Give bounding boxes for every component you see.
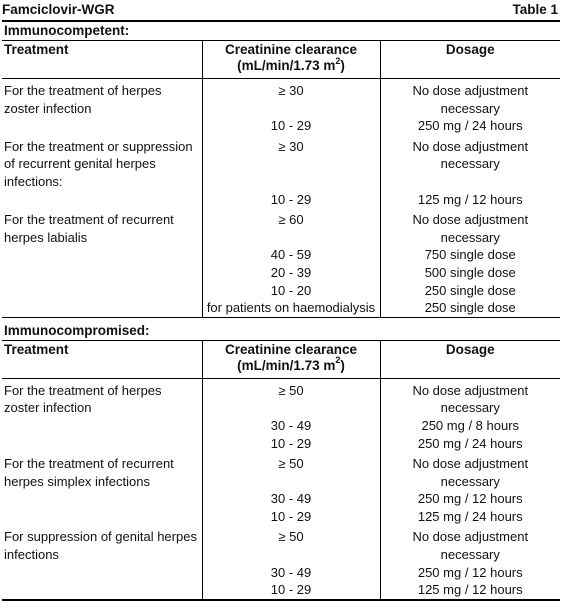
clearance-cell: ≥ 50 <box>202 525 380 563</box>
treatment-cell <box>2 417 202 435</box>
treatment-cell <box>2 246 202 264</box>
dosage-cell: 125 mg / 24 hours <box>380 508 560 526</box>
clearance-cell: 10 - 29 <box>202 435 380 453</box>
table-row <box>2 378 560 417</box>
dosage-cell: No dose adjustment necessary <box>380 208 560 246</box>
treatment-cell <box>2 508 202 526</box>
clearance-header-line1: Creatinine clearance <box>224 341 358 357</box>
table-row <box>2 246 560 264</box>
table-row <box>2 435 560 453</box>
dosage-cell: No dose adjustment necessary <box>380 79 560 118</box>
dosage-cell: 250 mg / 24 hours <box>380 435 560 453</box>
table-row <box>2 117 560 135</box>
section-title-immunocompromised: Immunocompromised: <box>2 322 560 341</box>
document-header <box>2 0 560 22</box>
table-header-row <box>2 341 560 379</box>
dosage-cell: 125 mg / 12 hours <box>380 191 560 209</box>
dosage-cell: 500 single dose <box>380 264 560 282</box>
column-header-clearance <box>202 341 380 379</box>
immunocompromised-table <box>2 341 560 601</box>
dosage-cell: No dose adjustment necessary <box>380 452 560 490</box>
drug-title: Famciclovir-WGR <box>2 2 115 18</box>
table-row <box>2 79 560 118</box>
treatment-cell <box>2 191 202 209</box>
table-row <box>2 525 560 563</box>
table-row <box>2 581 560 600</box>
dosage-cell: 250 single dose <box>380 299 560 317</box>
clearance-header-line2: (mL/min/1.73 m <box>237 357 336 373</box>
treatment-cell <box>2 282 202 300</box>
table-row <box>2 299 560 317</box>
treatment-cell: For the treatment or suppression of recurrent genital herpes infections: <box>4 138 193 189</box>
column-header-treatment: Treatment <box>2 41 202 79</box>
immunocompetent-rows <box>2 79 560 317</box>
treatment-cell: For the treatment of recurrent herpes simplex infections <box>4 456 174 489</box>
table-row <box>2 135 560 191</box>
immunocompetent-table <box>2 41 560 317</box>
dosage-cell: 250 mg / 12 hours <box>380 564 560 582</box>
dosage-cell: 250 mg / 8 hours <box>380 417 560 435</box>
treatment-cell: For the treatment of herpes zoster infection <box>4 382 162 416</box>
immunocompromised-rows <box>2 378 560 600</box>
treatment-cell <box>2 490 202 508</box>
clearance-cell: 10 - 29 <box>202 508 380 526</box>
dosage-cell: No dose adjustment necessary <box>380 135 560 191</box>
table-row <box>2 490 560 508</box>
clearance-cell: 30 - 49 <box>202 417 380 435</box>
table-header-row <box>2 41 560 79</box>
clearance-cell: ≥ 30 <box>202 79 380 118</box>
table-row <box>2 564 560 582</box>
treatment-cell <box>2 435 202 453</box>
clearance-cell: 20 - 39 <box>202 264 380 282</box>
dosage-cell: 250 single dose <box>380 282 560 300</box>
clearance-cell: ≥ 60 <box>202 208 380 246</box>
treatment-cell: For the treatment of herpes zoster infection <box>4 83 162 116</box>
dosage-cell: 250 mg / 24 hours <box>380 117 560 135</box>
clearance-cell: 10 - 29 <box>202 117 380 135</box>
section-title-immunocompetent: Immunocompetent: <box>2 22 560 41</box>
clearance-header-sup: 2 <box>335 55 341 66</box>
clearance-cell: 10 - 20 <box>202 282 380 300</box>
column-header-treatment: Treatment <box>2 341 202 379</box>
dosage-table-document <box>2 0 560 601</box>
table-row <box>2 208 560 246</box>
table-row <box>2 264 560 282</box>
clearance-cell: 40 - 59 <box>202 246 380 264</box>
clearance-cell: ≥ 50 <box>202 452 380 490</box>
dosage-cell: 750 single dose <box>380 246 560 264</box>
table-row <box>2 417 560 435</box>
treatment-cell <box>2 299 202 317</box>
treatment-cell: For suppression of genital herpes infections <box>4 529 197 563</box>
column-header-dosage: Dosage <box>380 41 560 79</box>
table-row <box>2 282 560 300</box>
treatment-cell <box>2 581 202 600</box>
treatment-cell <box>2 264 202 282</box>
treatment-cell: For the treatment of recurrent herpes labialis <box>4 212 174 245</box>
dosage-cell: 250 mg / 12 hours <box>380 490 560 508</box>
clearance-cell: ≥ 30 <box>202 135 380 191</box>
column-header-dosage: Dosage <box>380 341 560 379</box>
clearance-cell: 30 - 49 <box>202 564 380 582</box>
clearance-header-close: ) <box>340 58 345 73</box>
table-row <box>2 191 560 209</box>
dosage-cell: No dose adjustment necessary <box>380 378 560 417</box>
clearance-cell: 10 - 29 <box>202 191 380 209</box>
clearance-header-line1: Creatinine clearance <box>224 42 358 57</box>
table-row <box>2 508 560 526</box>
clearance-cell: ≥ 50 <box>202 378 380 417</box>
clearance-header-line2: (mL/min/1.73 m <box>237 58 336 73</box>
clearance-cell: 30 - 49 <box>202 490 380 508</box>
column-header-clearance <box>202 41 380 79</box>
table-label: Table 1 <box>512 2 558 18</box>
clearance-cell: for patients on haemodialysis <box>202 299 380 317</box>
dosage-cell: No dose adjustment necessary <box>380 525 560 563</box>
clearance-header-sup: 2 <box>335 355 341 366</box>
treatment-cell <box>2 117 202 135</box>
clearance-header-close: ) <box>340 357 345 373</box>
clearance-cell: 10 - 29 <box>202 581 380 600</box>
treatment-cell <box>2 564 202 582</box>
dosage-cell: 125 mg / 12 hours <box>380 581 560 600</box>
table-row <box>2 452 560 490</box>
